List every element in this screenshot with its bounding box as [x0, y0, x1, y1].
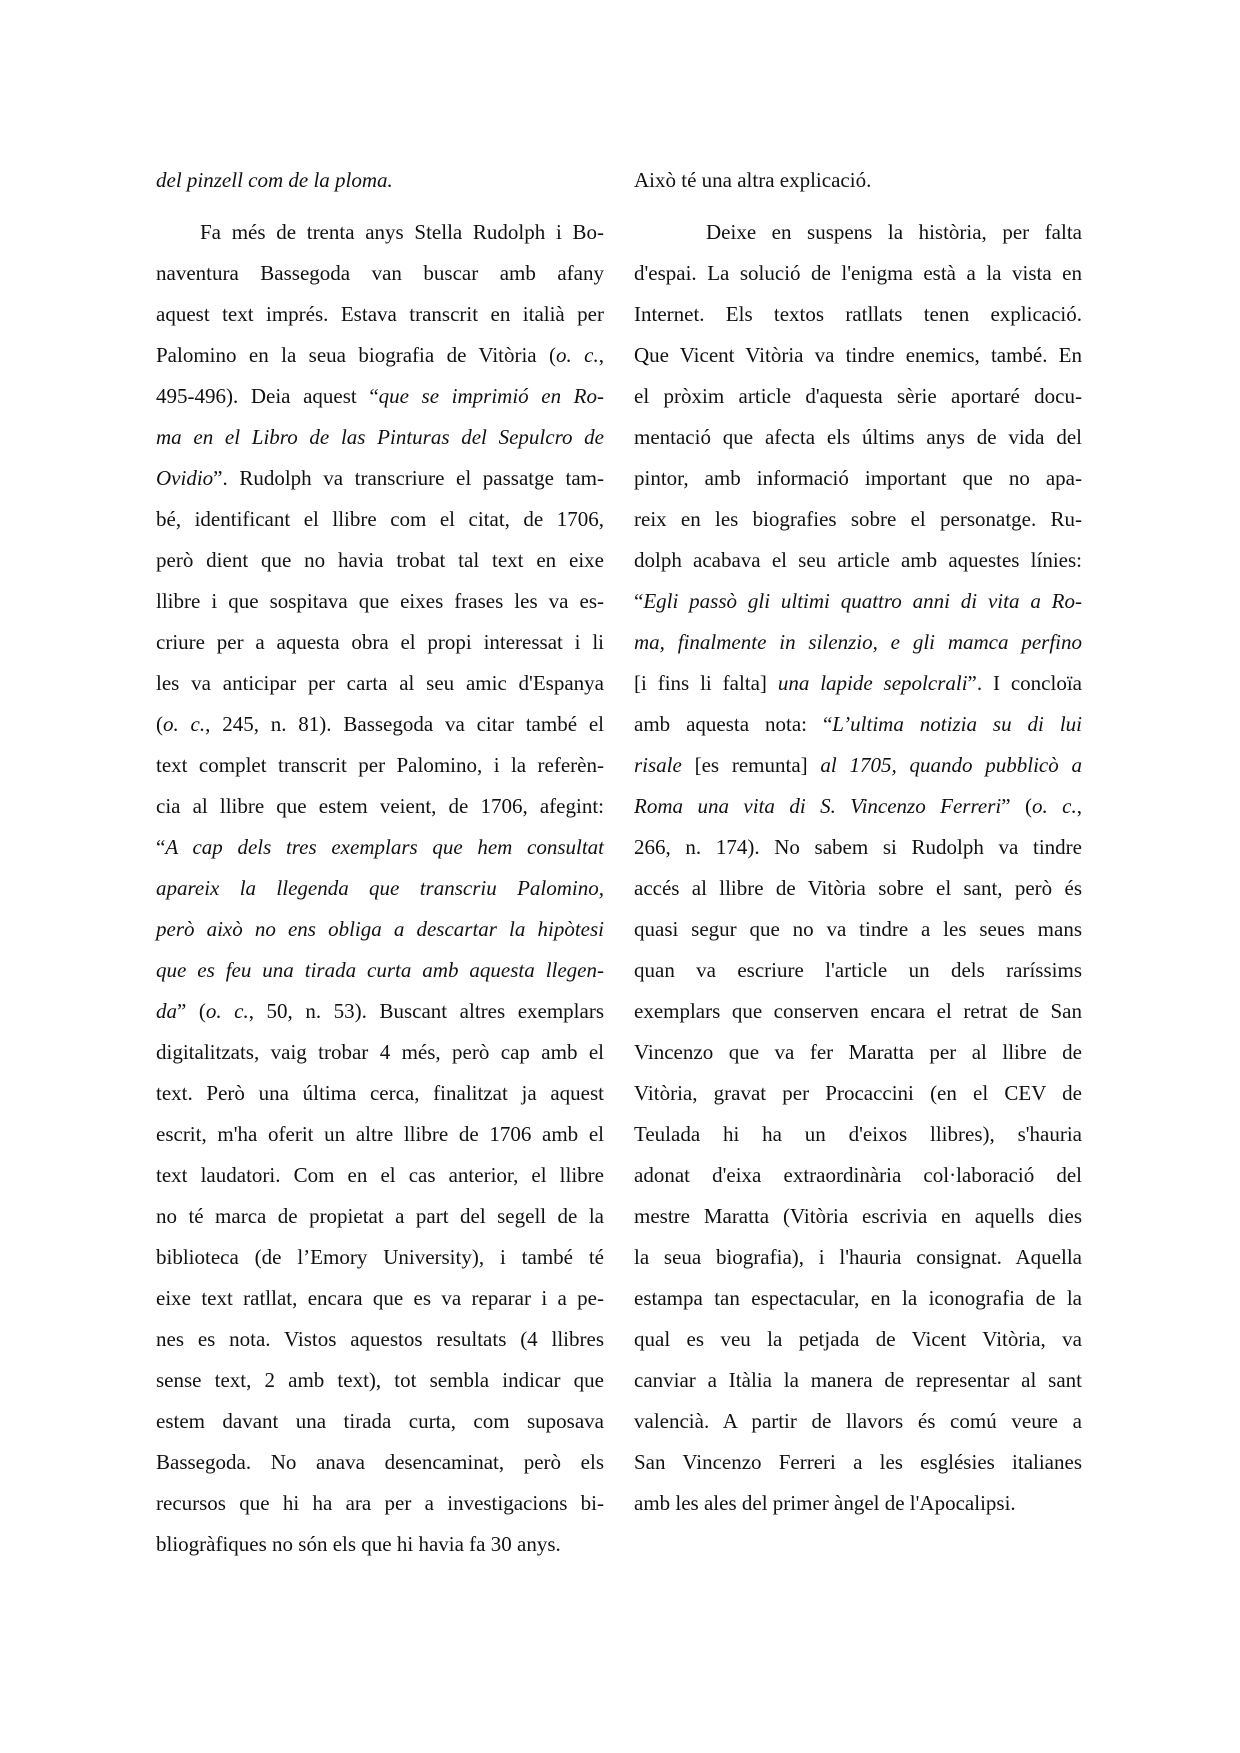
italic-text: apareix la llegenda que transcriu Palomino, — [156, 876, 604, 900]
italic-text: o. c. — [205, 999, 249, 1023]
text-line: escrit, m'ha oferit un altre llibre de 1706 amb el — [156, 1122, 604, 1146]
text-line: la seua biografia), i l'hauria consignat. Aquella — [634, 1245, 1082, 1269]
italic-text: però això no ens obliga a descartar la hipòtesi — [156, 917, 604, 941]
italic-text: una lapide sepolcrali — [777, 671, 968, 695]
text-line: text complet transcrit per Palomino, i la referèn- — [156, 753, 604, 777]
text-line: llibre i que sospitava que eixes frases les va es- — [156, 589, 604, 613]
text-line: qual es veu la petjada de Vicent Vitòria, va — [634, 1327, 1082, 1351]
italic-text: que es feu una tirada curta amb aquesta llegen- — [156, 958, 604, 982]
text-line: Vitòria, gravat per Procaccini (en el CEV de — [634, 1081, 1082, 1105]
text-line: no té marca de propietat a part del segell de la — [156, 1204, 604, 1228]
left-column — [156, 160, 604, 1565]
text-line: bliogràfiques no són els que hi havia fa 30 anys. — [156, 1532, 561, 1556]
text-line: Això té una altra explicació. — [634, 168, 872, 192]
text-line: mentació que afecta els últims anys de vida del — [634, 425, 1082, 449]
text-line: amb aquesta nota: “L’ultima notizia su di lui — [634, 712, 1082, 736]
italic-text: del pinzell com de la ploma. — [156, 168, 393, 192]
text-line: el pròxim article d'aquesta sèrie aportaré docu- — [634, 384, 1082, 408]
text-line: d'espai. La solució de l'enigma està a la vista en — [634, 261, 1082, 285]
italic-text: da — [156, 999, 177, 1023]
text-line: Teulada hi ha un d'eixos llibres), s'hauria — [634, 1122, 1082, 1146]
text-line: Internet. Els textos ratllats tenen explicació. — [634, 302, 1082, 326]
text-line: digitalitzats, vaig trobar 4 més, però cap amb el — [156, 1040, 604, 1064]
text-line: Fa més de trenta anys Stella Rudolph i Bo- — [200, 220, 604, 244]
italic-text: L’ultima notizia su di lui — [832, 712, 1082, 736]
text-line: exemplars que conserven encara el retrat de San — [634, 999, 1082, 1023]
italic-text: Egli passò gli ultimi quattro anni di vita a Ro- — [643, 589, 1082, 613]
text-line: Deixe en suspens la història, per falta — [706, 220, 1082, 244]
italic-text: Roma una vita di S. Vincenzo Ferreri — [634, 794, 1002, 818]
text-line: Ovidio”. Rudolph va transcriure el passatge tam- — [156, 466, 604, 490]
text-line: criure per a aquesta obra el propi interessat i li — [156, 630, 604, 654]
text-line: Palomino en la seua biografia de Vitòria (o. c., — [156, 343, 604, 367]
right-column — [634, 160, 1082, 1524]
text-line: valencià. A partir de llavors és comú veure a — [634, 1409, 1082, 1433]
text-line: (o. c., 245, n. 81). Bassegoda va citar també el — [156, 712, 604, 736]
paragraph — [634, 212, 1082, 1524]
text-line — [156, 160, 604, 201]
text-line: estampa tan espectacular, en la iconografia de la — [634, 1286, 1082, 1310]
text-line: recursos que hi ha ara per a investigacions bi- — [156, 1491, 604, 1515]
text-line: risale [es remunta] al 1705, quando pubblicò a — [634, 753, 1082, 777]
italic-text: al 1705, quando pubblicò a — [820, 753, 1082, 777]
italic-text: Ovidio — [156, 466, 214, 490]
text-line — [156, 950, 604, 991]
text-line: Que Vicent Vitòria va tindre enemics, també. En — [634, 343, 1082, 367]
text-line: estem davant una tirada curta, com suposava — [156, 1409, 604, 1433]
text-line — [634, 622, 1082, 663]
text-line: “A cap dels tres exemplars que hem consultat — [156, 835, 604, 859]
text-line — [156, 417, 604, 458]
text-line: naventura Bassegoda van buscar amb afany — [156, 261, 604, 285]
text-line: adonat d'eixa extraordinària col·laboració del — [634, 1163, 1082, 1187]
text-line: les va anticipar per carta al seu amic d'Espanya — [156, 671, 604, 695]
text-line: biblioteca (de l’Emory University), i també té — [156, 1245, 604, 1269]
text-line: canviar a Itàlia la manera de representar al sant — [634, 1368, 1082, 1392]
text-line: da” (o. c., 50, n. 53). Buscant altres exemplars — [156, 999, 604, 1023]
text-line: “Egli passò gli ultimi quattro anni di vita a Ro- — [634, 589, 1082, 613]
text-line: eixe text ratllat, encara que es va reparar i a pe- — [156, 1286, 604, 1310]
text-line: nes es nota. Vistos aquestos resultats (4 llibres — [156, 1327, 604, 1351]
text-line: text laudatori. Com en el cas anterior, el llibre — [156, 1163, 604, 1187]
text-line: cia al llibre que estem veient, de 1706, afegint: — [156, 794, 604, 818]
text-line: San Vincenzo Ferreri a les esglésies italianes — [634, 1450, 1082, 1474]
text-line: pintor, amb informació important que no apa- — [634, 466, 1082, 490]
text-line: Roma una vita di S. Vincenzo Ferreri” (o. c., — [634, 794, 1082, 818]
italic-text: risale — [634, 753, 682, 777]
text-line: Vincenzo que va fer Maratta per al llibre de — [634, 1040, 1082, 1064]
text-line: quan va escriure l'article un dels raríssims — [634, 958, 1082, 982]
text-line: quasi segur que no va tindre a les seues mans — [634, 917, 1082, 941]
text-line: Bassegoda. No anava desencaminat, però els — [156, 1450, 604, 1474]
text-line: accés al llibre de Vitòria sobre el sant, però és — [634, 876, 1082, 900]
text-line: sense text, 2 amb text), tot sembla indicar que — [156, 1368, 604, 1392]
text-line: aquest text imprés. Estava transcrit en italià per — [156, 302, 604, 326]
text-line: dolph acabava el seu article amb aquestes línies: — [634, 548, 1082, 572]
italic-text: A cap dels tres exemplars que hem consultat — [165, 835, 604, 859]
italic-text: o. c. — [163, 712, 206, 736]
text-line: 495-496). Deia aquest “que se imprimió en Ro- — [156, 384, 604, 408]
italic-text: o. c. — [556, 343, 599, 367]
text-line: 266, n. 174). No sabem si Rudolph va tindre — [634, 835, 1082, 859]
italic-text: ma en el Libro de las Pinturas del Sepulcro de — [156, 425, 604, 449]
text-line: bé, identificant el llibre com el citat, de 1706, — [156, 507, 604, 531]
text-line — [156, 909, 604, 950]
text-line: amb les ales del primer àngel de l'Apocalipsi. — [634, 1491, 1016, 1515]
text-line — [156, 868, 604, 909]
paragraph — [156, 212, 604, 1565]
italic-text: ma, finalmente in silenzio, e gli mamca perfino — [634, 630, 1082, 654]
text-line: però dient que no havia trobat tal text en eixe — [156, 548, 604, 572]
text-line: text. Però una última cerca, finalitzat ja aquest — [156, 1081, 604, 1105]
italic-text: o. c. — [1031, 794, 1077, 818]
text-line: mestre Maratta (Vitòria escrivia en aquells dies — [634, 1204, 1082, 1228]
text-line: reix en les biografies sobre el personatge. Ru- — [634, 507, 1082, 531]
text-line: [i fins li falta] una lapide sepolcrali”. I concloïa — [634, 671, 1082, 695]
italic-text: que se imprimió en Ro- — [378, 384, 604, 408]
